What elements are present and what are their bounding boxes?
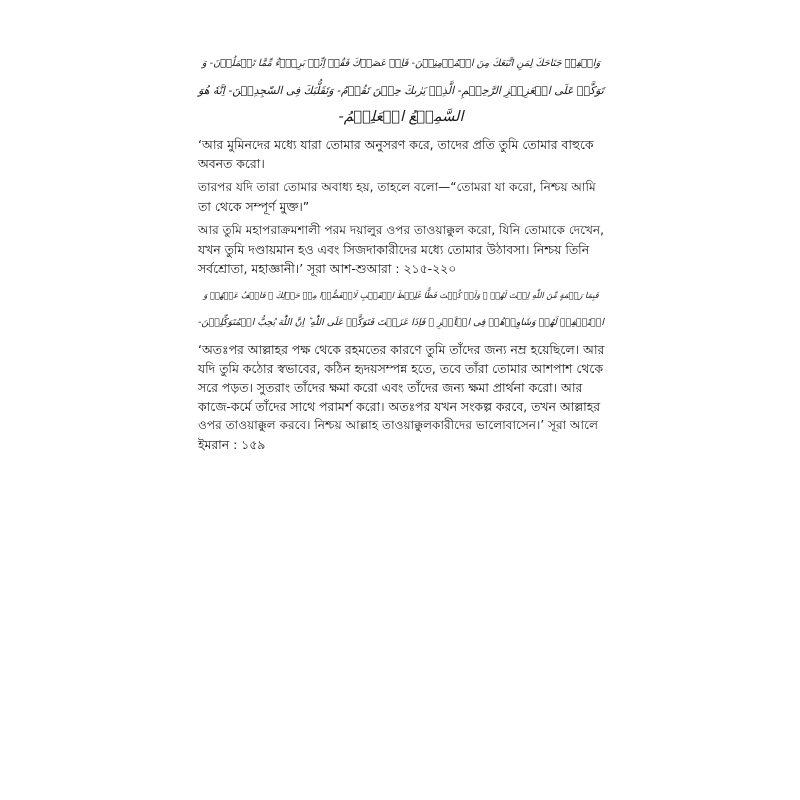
book-page <box>198 50 604 454</box>
arabic-verse-line: السَّمِيۡعُ الۡعَلِيۡمُ- <box>338 109 464 125</box>
translation-line: সরে পড়ত। সুতরাং তাঁদের ক্ষমা করো এবং তাঁদের জন্য ক্ষমা প্রার্থনা করো। আর <box>198 380 583 395</box>
translation-line: অবনত করো। <box>198 156 265 171</box>
translation-paragraph-3 <box>198 221 604 278</box>
arabic-verse-line: تَوَكَّلۡ عَلَی الۡعَزِيۡزِ الرَّحِيۡمِ- الَّذِیۡ يَرٰىكَ حِيۡنَ تَقُوۡمُ- وَتَقَلُّبَكَ فِی السّٰجِدِيۡنَ- اِنَّهٗ هُوَ <box>198 84 604 97</box>
translation-line: তারপর যদি তারা তোমার অবাধ্য হয়, তাহলে বলো—“তোমরা যা করো, নিশ্চয় আমি <box>198 180 596 194</box>
translation-line: আর তুমি মহাপরাক্রমশালী পরম দয়ালুর ওপর তাওয়াক্কুল করো, যিনি তোমাকে দেখেন, <box>198 223 604 237</box>
translation-line: সর্বশ্রোতা, মহাজ্ঞানী।’ সূরা আশ-শুআরা : ২১৫-২২০ <box>198 261 457 276</box>
translation-paragraph-2 <box>198 178 604 216</box>
translation-line: ‘অতঃপর আল্লাহর পক্ষ থেকে রহমতের কারণে তুমি তাঁদের জন্য নম্র হয়েছিলে। আর <box>198 342 605 357</box>
arabic-verse-line: فَبِمَا رَحۡمَةٍ مِّنَ اللّٰهِ لِنۡتَ لَهُمۡ ۚ وَلَوۡ كُنۡتَ فَظًّا غَلِيۡظَ الۡقَلۡبِ لَانۡفَضُّوۡا مِنۡ حَوۡلِكَ ۖ فَاعۡفُ عَنۡهُمۡ وَ <box>203 290 599 300</box>
translation-line: ‘আর মুমিনদের মধ্যে যারা তোমার অনুসরণ করে, তাদের প্রতি তুমি তোমার বাহুকে <box>198 137 594 152</box>
arabic-verse-block-2 <box>198 282 604 336</box>
translation-paragraph-1 <box>198 135 604 173</box>
translation-line: যখন তুমি দণ্ডায়মান হও এবং সিজদাকারীদের মধ্যে তোমার উঠাবসা। নিশ্চয় তিনি <box>198 242 590 257</box>
translation-line: তা থেকে সম্পূর্ণ মুক্ত।” <box>198 199 310 214</box>
translation-line: যদি তুমি কঠোর স্বভাবের, কঠিন হৃদয়সম্পন্ন হতে, তবে তাঁরা তোমার আশপাশ থেকে <box>198 361 604 376</box>
arabic-verse-line: وَاخۡفِضۡ جَنَاحَكَ لِمَنِ اتَّبَعَكَ مِنَ الۡمُؤۡمِنِيۡنَ- فَاِنۡ عَصَوۡكَ فَقُلۡ اِنِّیۡ بَرِیۡٓءٌ مِّمَّا تَعۡمَلُوۡنَ- وَ <box>201 58 601 69</box>
arabic-verse-block-1 <box>198 50 604 131</box>
translation-line: কাজে-কর্মে তাঁদের সাথে পরামর্শ করো। অতঃপর যখন সংকল্প করবে, তখন আল্লাহর <box>198 399 601 414</box>
translation-line: ওপর তাওয়াক্কুল করবে। নিশ্চয় আল্লাহ তাওয়াক্কুলকারীদের ভালোবাসেন।’ সূরা আলে <box>198 418 599 432</box>
translation-paragraph-4 <box>198 340 604 454</box>
translation-line: ইমরান : ১৫৯ <box>198 437 266 452</box>
arabic-verse-line: اسۡتَغۡفِرۡ لَهُمۡ وَشَاوِرۡهُمۡ فِی الۡاَمۡرِ ۚ فَاِذَا عَزَمۡتَ فَتَوَكَّلۡ عَلَی اللّٰهِ ؕ اِنَّ اللّٰهَ يُحِبُّ الۡمُتَوَكِّلِيۡنَ- <box>198 317 604 328</box>
